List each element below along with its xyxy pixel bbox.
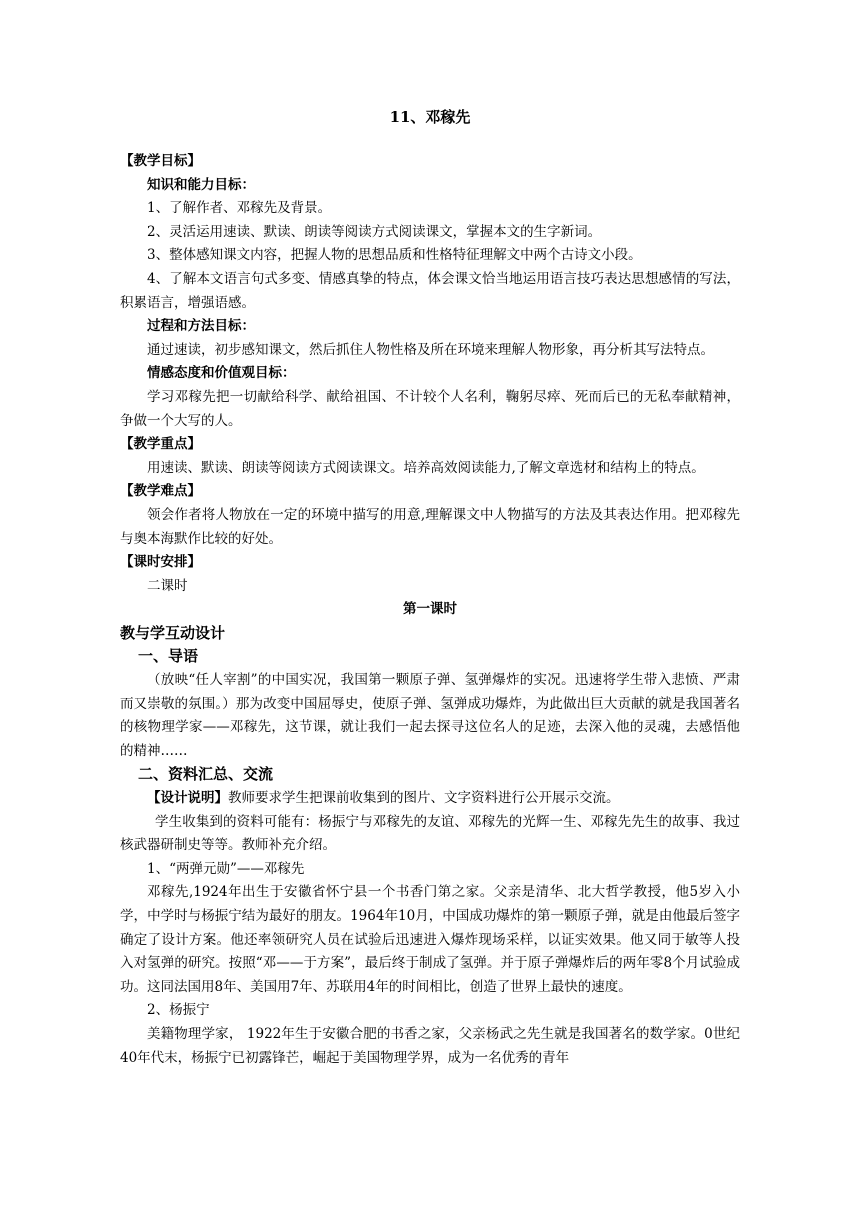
goal-item-4: 4、了解本文语言句式多变、情感真挚的特点，体会课文恰当地运用语言技巧表达思想感情的写法，积累语言，增强语感。 [120, 270, 740, 311]
design-note-text: 教师要求学生把课前收集到的图片、文字资料进行公开展示交流。 [228, 790, 620, 807]
heading-teaching-goals: 【教学目标】 [120, 153, 201, 169]
key-points-paragraph: 用速读、默读、朗读等阅读方式阅读课文。培养高效阅读能力,了解文章选材和结构上的特点。 [147, 459, 705, 476]
heading-difficulties: 【教学难点】 [120, 483, 201, 500]
lesson-one-heading: 第一课时 [403, 601, 457, 618]
heading-schedule: 【课时安排】 [120, 554, 201, 571]
collected-materials-paragraph: 学生收集到的资料可能有：杨振宁与邓稼先的友谊、邓稼先的光辉一生、邓稼先先生的故事、我过核武器研制史等等。教师补充介绍。 [120, 813, 740, 854]
design-note-paragraph [120, 787, 740, 811]
item-two-heading: 2、杨振宁 [147, 1002, 210, 1019]
difficulties-paragraph: 领会作者将人物放在一定的环境中描写的用意,理解课文中人物描写的方法及其表达作用。把邓稼先与奥本海默作比较的好处。 [120, 506, 740, 547]
design-note-label: 【设计说明】 [147, 790, 228, 807]
interactive-design-heading: 教与学互动设计 [120, 623, 226, 642]
document-body [120, 150, 740, 1070]
item-two-paragraph: 美籍物理学家， 1922年生于安徽合肥的书香之家，父亲杨武之先生就是我国著名的数学家。0世纪40年代末，杨振宁已初露锋芒，崛起于美国物理学界，成为一名优秀的青年 [120, 1025, 740, 1066]
goal-item-1: 1、了解作者、邓稼先及背景。 [147, 200, 332, 217]
subheading-process: 过程和方法目标： [147, 318, 255, 335]
item-one-paragraph: 邓稼先,1924年出生于安徽省怀宁县一个书香门第之家。父亲是清华、北大哲学教授，他5岁入小学，中学时与杨振宁结为最好的朋友。1964年10月，中国成功爆炸的第一颗原子弹，就是由他最后签字确定了设计方案。他还率领研究人员在试验后迅速进入爆炸现场采样，以证实效果。他又同于敏等人投入对氢弹的研究。按照“邓——于方案”，最后终于制成了氢弹。并于原子弹爆炸后的两年零8个月试验成功。这同法国用8年、美国用7年、苏联用4年的时间相比，创造了世界上最快的速度。 [120, 884, 740, 995]
section-intro-heading: 一、导语 [138, 647, 199, 666]
intro-paragraph: （放映“任人宰割”的中国实况，我国第一颗原子弹、氢弹爆炸的实况。迅速将学生带入悲愤、严肃而又崇敬的氛围。）那为改变中国屈辱史，使原子弹、氢弹成功爆炸，为此做出巨大贡献的就是我国著名的核物理学家——邓稼先，这节课，就让我们一起去探寻这位名人的足迹，去深入他的灵魂，去感悟他的精神…… [120, 672, 740, 759]
subheading-emotion: 情感态度和价值观目标： [147, 365, 296, 382]
schedule-paragraph: 二课时 [147, 577, 188, 594]
emotion-paragraph: 学习邓稼先把一切献给科学、献给祖国、不计较个人名利，鞠躬尽瘁、死而后已的无私奉献精神，争做一个大写的人。 [120, 388, 740, 429]
goal-item-3: 3、整体感知课文内容，把握人物的思想品质和性格特征理解文中两个古诗文小段。 [147, 247, 642, 264]
page-title: 11、邓稼先 [389, 108, 471, 126]
heading-key-points: 【教学重点】 [120, 436, 201, 453]
goal-item-2: 2、灵活运用速读、默读、朗读等阅读方式阅读课文，掌握本文的生字新词。 [147, 223, 602, 240]
process-paragraph: 通过速读，初步感知课文，然后抓住人物性格及所在环境来理解人物形象，再分析其写法特点。 [147, 341, 714, 358]
subheading-knowledge: 知识和能力目标： [147, 176, 255, 193]
section-materials-heading: 二、资料汇总、交流 [138, 765, 274, 784]
item-one-heading: 1、“两弹元勋”——邓稼先 [147, 860, 305, 877]
